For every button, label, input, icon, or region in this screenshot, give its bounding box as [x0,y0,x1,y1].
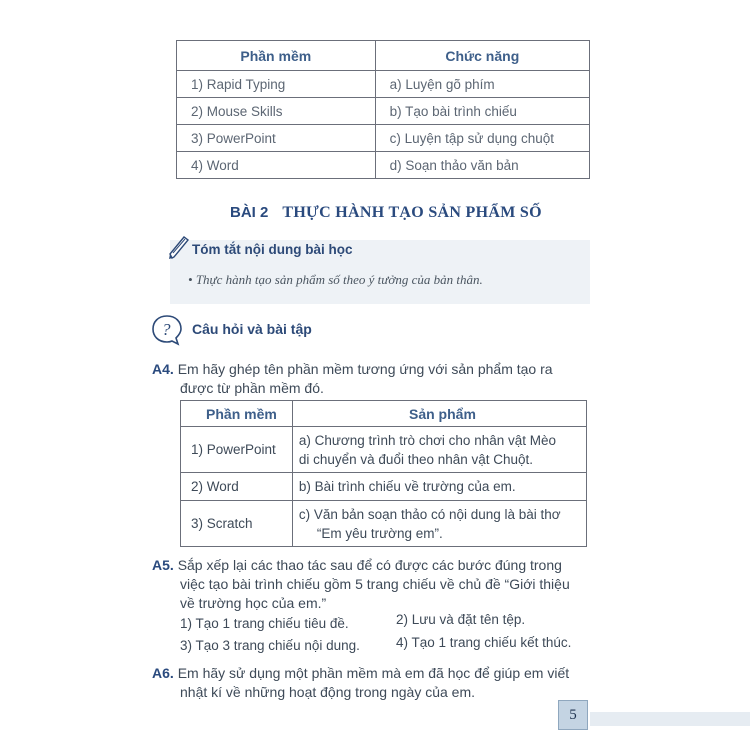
cell-line: “Em yêu trường em”. [316,525,443,541]
table-cell: b) Bài trình chiếu về trường của em. [292,473,586,501]
table-cell: 1) PowerPoint [181,427,293,473]
table-row [177,125,590,152]
page-number: 5 [558,700,588,730]
question-label: A5. [152,557,174,573]
table-cell: 2) Mouse Skills [177,98,376,125]
table-cell: 2) Word [181,473,293,501]
software-product-table [180,400,587,547]
lesson-title: THỰC HÀNH TẠO SẢN PHẨM SỐ [282,204,542,221]
question-text: Em hãy ghép tên phần mềm tương ứng với sản phẩm tạo ra [177,361,553,377]
question-text: nhật kí về những hoạt động trong ngày của em. [180,684,476,700]
table-cell: a) Luyện gõ phím [375,71,589,98]
pencil-icon [168,234,190,260]
table-cell: b) Tạo bài trình chiếu [375,98,589,125]
cell-line: c) Văn bản soạn thảo có nội dung là bài thơ [298,506,561,522]
summary-text-content: Thực hành tạo sản phẩm số theo ý tưởng của bản thân. [195,272,483,287]
table-cell: 1) Rapid Typing [177,71,376,98]
column-header-software: Phần mềm [177,41,376,71]
summary-title: Tóm tắt nội dung bài học [192,242,353,257]
table-cell: d) Soạn thảo văn bản [375,152,589,179]
lesson-number: BÀI 2 [230,204,269,221]
question-a6 [152,664,602,702]
table-cell [292,427,586,473]
cell-line: a) Chương trình trò chơi cho nhân vật Mèo [298,432,556,448]
question-text: về trường học của em.” [180,595,327,611]
page-footer-bar [590,712,750,726]
column-header-product: Sản phẩm [292,401,586,427]
cell-line: di chuyển và đuổi theo nhân vật Chuột. [298,451,534,467]
option-1: 1) Tạo 1 trang chiếu tiêu đề. [180,616,349,631]
option-4: 4) Tạo 1 trang chiếu kết thúc. [396,635,572,650]
table-row [177,152,590,179]
table-cell: 3) PowerPoint [177,125,376,152]
question-label: A4. [152,361,174,377]
lesson-heading [230,204,542,222]
option-3: 3) Tạo 3 trang chiếu nội dung. [180,638,360,653]
question-text: Em hãy sử dụng một phần mềm mà em đã học để giúp em viết [177,665,570,681]
table-cell [292,501,586,547]
question-text: Sắp xếp lại các thao tác sau để có được các bước đúng trong [177,557,562,573]
svg-text:?: ? [162,320,171,339]
question-text: được từ phần mềm đó. [180,380,324,396]
table-row [181,473,587,501]
table-row [181,427,587,473]
table-header-row [177,41,590,71]
table-row [177,71,590,98]
table-row [181,501,587,547]
table-row [177,98,590,125]
option-2: 2) Lưu và đặt tên tệp. [396,612,526,627]
table-header-row [181,401,587,427]
question-text: việc tạo bài trình chiếu gồm 5 trang chiếu về chủ đề “Giới thiệu [180,576,570,592]
question-a4 [152,360,592,398]
column-header-software: Phần mềm [181,401,293,427]
table-cell: 4) Word [177,152,376,179]
questions-title: Câu hỏi và bài tập [192,321,312,337]
table-cell: c) Luyện tập sử dụng chuột [375,125,589,152]
question-label: A6. [152,665,174,681]
question-a5 [152,556,602,613]
column-header-function: Chức năng [375,41,589,71]
table-cell: 3) Scratch [181,501,293,547]
question-bubble-icon [150,313,184,347]
software-function-table [176,40,590,179]
summary-text: • Thực hành tạo sản phẩm số theo ý tưởng của bản thân. [188,272,483,287]
